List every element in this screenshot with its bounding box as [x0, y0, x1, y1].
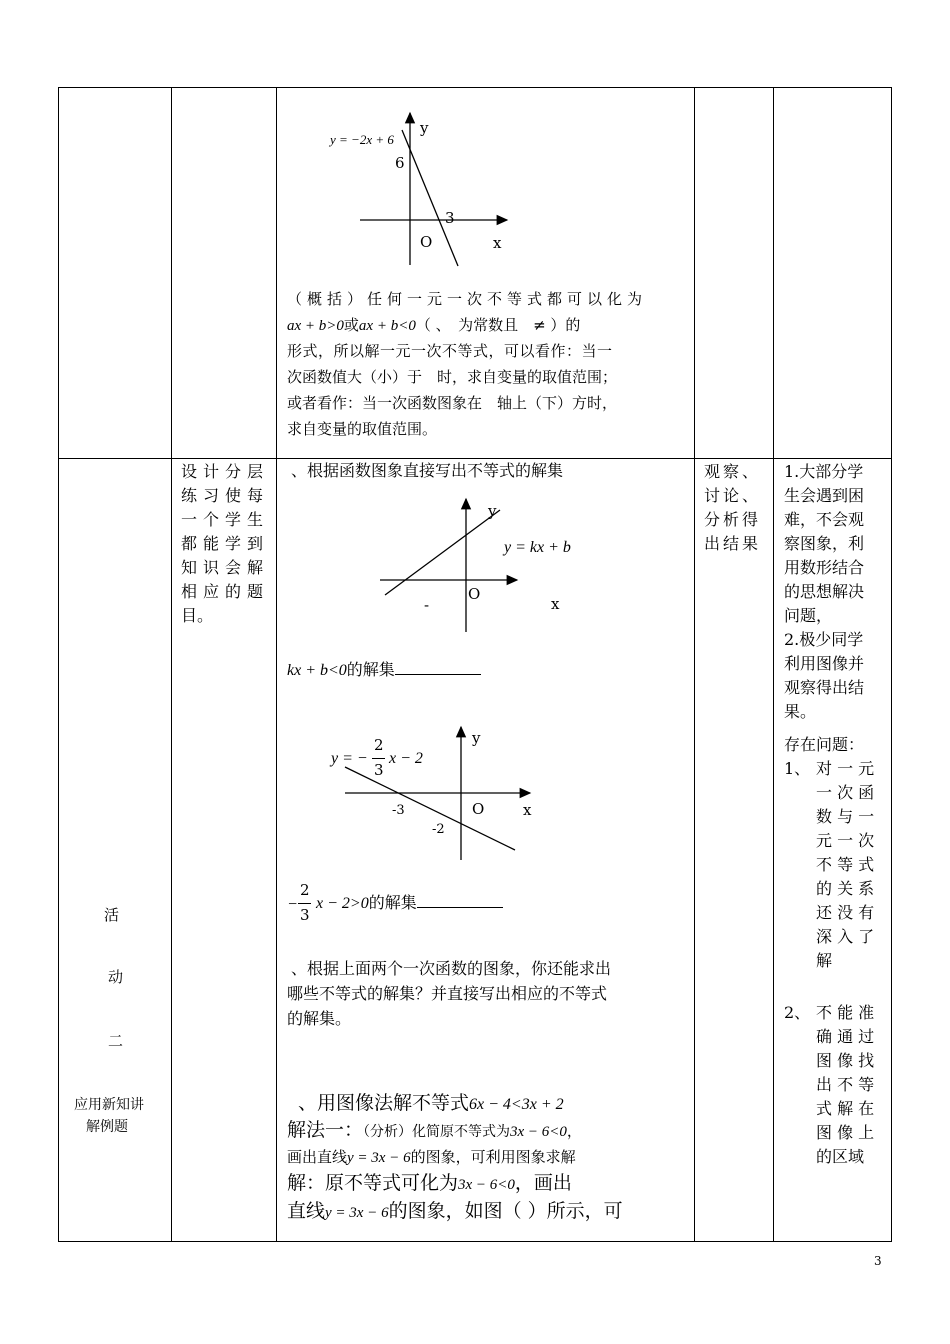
graph3-eq-left: y = − — [331, 750, 368, 767]
graph2-x-label: x — [551, 595, 560, 613]
graph2-minus: - — [424, 596, 430, 614]
graph2-origin: O — [468, 585, 481, 603]
activity-desc-2: 解例题 — [86, 1119, 128, 1135]
graph3-x-intercept: -3 — [392, 803, 405, 818]
graph3-line — [345, 767, 515, 850]
summary-line-2: ax + b>0或ax + b<0（ 、 为常数且 ≠ ）的 — [287, 316, 581, 334]
task2-line-1: 、根据上面两个一次函数的图象，你还能求出 — [291, 959, 612, 978]
question-1: kx + b<0的解集 — [287, 658, 481, 682]
graph1-origin: O — [420, 233, 433, 251]
solution-line-2: 直线y = 3x − 6的图象，如图（ ）所示，可 — [287, 1200, 623, 1222]
method-1-line-2: 画出直线y = 3x − 6的图象，可利用图象求解 — [287, 1148, 576, 1166]
summary-line-4: 次函数值大（小）于 时，求自变量的取值范围； — [287, 368, 618, 386]
graph3-x-label: x — [523, 801, 532, 819]
activity-char-2: 动 — [108, 968, 124, 986]
summary-line-3: 形式，所以解一元一次不等式，可以看作：当一 — [287, 342, 613, 360]
graph3-eq-num: 2 — [374, 736, 384, 754]
graph3-eq-right: x − 2 — [389, 750, 423, 767]
activity-char-1: 活 — [104, 906, 120, 924]
graph1-equation: y = −2x + 6 — [330, 132, 394, 147]
solution-line-1: 解：原不等式可化为3x − 6<0，画出 — [287, 1172, 572, 1194]
graph2-y-label: y — [488, 502, 497, 520]
graph3-eq-den: 3 — [374, 761, 384, 779]
graph3-y-intercept: -2 — [432, 822, 445, 837]
method-1-line-1: 解法一：（分析）化简原不等式为3x − 6<0， — [287, 1119, 582, 1141]
graph1-y-intercept: 6 — [395, 154, 405, 172]
graph1-x-label: x — [493, 234, 502, 252]
activity-desc-1: 应用新知讲 — [74, 1097, 144, 1113]
task-title: 、根据函数图象直接写出不等式的解集 — [291, 461, 564, 480]
graph1-y-label: y — [420, 119, 429, 137]
page-number: 3 — [874, 1254, 882, 1268]
graph1-x-intercept: 3 — [445, 209, 455, 227]
graph3-y-label: y — [472, 729, 481, 747]
summary-line-5: 或者看作：当一次函数图象在 轴上（下）方时， — [287, 394, 618, 412]
summary-line-1: （概括）任何一元一次不等式都可以化为 — [287, 290, 648, 308]
graph3-origin: O — [472, 800, 485, 818]
task2-line-3: 的解集。 — [287, 1009, 352, 1028]
graph2-equation: y = kx + b — [504, 539, 571, 556]
activity-char-3: 二 — [108, 1032, 124, 1050]
answer-blank-2[interactable] — [417, 893, 503, 908]
summary-line-6: 求自变量的取值范围。 — [287, 420, 438, 438]
example-title: 、用图像法解不等式6x − 4<3x + 2 — [298, 1092, 564, 1114]
task2-line-2: 哪些不等式的解集？并直接写出相应的不等式 — [287, 984, 608, 1003]
